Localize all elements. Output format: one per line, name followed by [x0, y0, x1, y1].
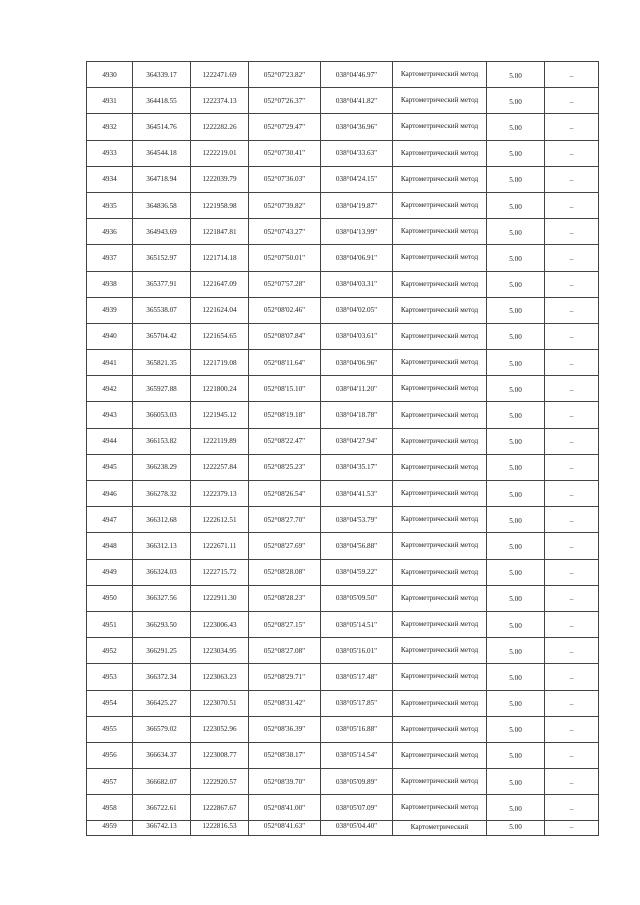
latitude-cell: 052°07'39.82" [249, 192, 321, 218]
accuracy-cell: 5.00 [487, 115, 545, 141]
accuracy-cell: 5.00 [487, 612, 545, 638]
table-row [87, 638, 599, 664]
x-coordinate-cell: 366372.34 [133, 664, 191, 690]
method-cell: Картометрический метод [393, 428, 487, 454]
x-coordinate-cell: 366324.03 [133, 559, 191, 585]
point-number-cell: 4954 [87, 690, 133, 716]
latitude-cell: 052°08'27.15" [249, 611, 321, 637]
method-cell: Картометрический метод [393, 245, 487, 271]
table-row [87, 62, 599, 88]
accuracy-cell: 5.00 [487, 455, 545, 481]
method-cell: Картометрический метод [393, 533, 487, 559]
longitude-cell: 038°04'03.31" [321, 271, 393, 297]
latitude-cell: 052°07'50.01" [249, 245, 321, 271]
longitude-cell: 038°04'27.94" [321, 428, 393, 454]
note-cell: – [545, 193, 599, 219]
accuracy-cell: 5.00 [487, 717, 545, 743]
longitude-cell: 038°04'24.15" [321, 166, 393, 192]
method-cell: Картометрический метод [393, 271, 487, 297]
point-number-cell: 4959 [87, 821, 133, 836]
longitude-cell: 038°05'16.88" [321, 716, 393, 742]
point-number-cell: 4953 [87, 664, 133, 690]
longitude-cell: 038°05'17.48" [321, 664, 393, 690]
x-coordinate-cell: 366634.37 [133, 742, 191, 768]
table-row [87, 192, 599, 218]
note-cell: – [545, 89, 599, 115]
note-cell: – [545, 586, 599, 612]
point-number-cell: 4943 [87, 402, 133, 428]
latitude-cell: 052°08'07.84" [249, 323, 321, 349]
note-cell: – [545, 508, 599, 534]
table-row [87, 271, 599, 297]
y-coordinate-cell: 1222612.51 [191, 507, 249, 533]
y-coordinate-cell: 1223070.51 [191, 690, 249, 716]
note-cell: – [545, 482, 599, 508]
x-coordinate-cell: 366742.13 [133, 821, 191, 836]
longitude-cell: 038°04'06.91" [321, 245, 393, 271]
longitude-cell: 038°04'56.88" [321, 533, 393, 559]
accuracy-cell: 5.00 [487, 167, 545, 193]
y-coordinate-cell: 1222219.01 [191, 140, 249, 166]
point-number-cell: 4934 [87, 166, 133, 192]
y-coordinate-cell: 1222282.26 [191, 114, 249, 140]
point-number-cell: 4948 [87, 533, 133, 559]
latitude-cell: 052°07'36.03" [249, 166, 321, 192]
table-row [87, 559, 599, 585]
longitude-cell: 038°05'14.54" [321, 742, 393, 768]
note-cell: – [545, 455, 599, 481]
y-coordinate-cell: 1222867.67 [191, 795, 249, 821]
table-row [87, 507, 599, 533]
table-row [87, 323, 599, 349]
coordinates-table [86, 61, 599, 836]
longitude-cell: 038°05'04.40" [321, 821, 393, 836]
method-cell: Картометрический метод [393, 62, 487, 88]
latitude-cell: 052°07'29.47" [249, 114, 321, 140]
point-number-cell: 4933 [87, 140, 133, 166]
y-coordinate-cell: 1222920.57 [191, 769, 249, 795]
accuracy-cell: 5.00 [487, 141, 545, 167]
note-cell: – [545, 220, 599, 246]
latitude-cell: 052°08'41.63" [249, 821, 321, 836]
method-cell: Картометрический метод [393, 559, 487, 585]
x-coordinate-cell: 364943.69 [133, 219, 191, 245]
latitude-cell: 052°08'25.23" [249, 454, 321, 480]
x-coordinate-cell: 366425.27 [133, 690, 191, 716]
table-row [87, 166, 599, 192]
y-coordinate-cell: 1221719.08 [191, 350, 249, 376]
longitude-cell: 038°04'06.96" [321, 350, 393, 376]
point-number-cell: 4955 [87, 716, 133, 742]
note-cell: – [545, 796, 599, 822]
note-cell: – [545, 167, 599, 193]
longitude-cell: 038°04'46.97" [321, 62, 393, 88]
accuracy-cell: 5.00 [487, 403, 545, 429]
note-cell: – [545, 403, 599, 429]
y-coordinate-cell: 1221624.04 [191, 297, 249, 323]
y-coordinate-cell: 1223052.96 [191, 716, 249, 742]
accuracy-cell: 5.00 [487, 743, 545, 769]
longitude-cell: 038°04'59.22" [321, 559, 393, 585]
accuracy-cell: 5.00 [487, 272, 545, 298]
point-number-cell: 4945 [87, 454, 133, 480]
y-coordinate-cell: 1221847.81 [191, 219, 249, 245]
longitude-cell: 038°04'53.79" [321, 507, 393, 533]
table-row [87, 219, 599, 245]
point-number-cell: 4958 [87, 795, 133, 821]
latitude-cell: 052°08'27.69" [249, 533, 321, 559]
x-coordinate-cell: 366153.82 [133, 428, 191, 454]
latitude-cell: 052°08'28.08" [249, 559, 321, 585]
accuracy-cell: 5.00 [487, 639, 545, 665]
note-cell: – [545, 63, 599, 89]
longitude-cell: 038°04'13.99" [321, 219, 393, 245]
y-coordinate-cell: 1222715.72 [191, 559, 249, 585]
y-coordinate-cell: 1223063.23 [191, 664, 249, 690]
table-row [87, 821, 599, 836]
method-cell: Картометрический метод [393, 454, 487, 480]
y-coordinate-cell: 1221958.98 [191, 192, 249, 218]
accuracy-cell: 5.00 [487, 796, 545, 822]
x-coordinate-cell: 364836.58 [133, 192, 191, 218]
table-row [87, 376, 599, 402]
latitude-cell: 052°08'19.18" [249, 402, 321, 428]
y-coordinate-cell: 1223008.77 [191, 742, 249, 768]
latitude-cell: 052°08'31.42" [249, 690, 321, 716]
method-cell: Картометрический метод [393, 166, 487, 192]
accuracy-cell: 5.00 [487, 665, 545, 691]
point-number-cell: 4932 [87, 114, 133, 140]
accuracy-cell: 5.00 [487, 220, 545, 246]
longitude-cell: 038°05'09.89" [321, 769, 393, 795]
table-row [87, 245, 599, 271]
x-coordinate-cell: 365538.07 [133, 297, 191, 323]
longitude-cell: 038°04'03.61" [321, 323, 393, 349]
y-coordinate-cell: 1222671.11 [191, 533, 249, 559]
table-row [87, 140, 599, 166]
accuracy-cell: 5.00 [487, 89, 545, 115]
note-cell: – [545, 770, 599, 796]
x-coordinate-cell: 366291.25 [133, 638, 191, 664]
method-cell: Картометрический метод [393, 638, 487, 664]
method-cell: Картометрический метод [393, 402, 487, 428]
x-coordinate-cell: 364418.55 [133, 88, 191, 114]
y-coordinate-cell: 1223006.43 [191, 611, 249, 637]
table-row [87, 585, 599, 611]
note-cell: – [545, 717, 599, 743]
latitude-cell: 052°07'30.41" [249, 140, 321, 166]
method-cell: Картометрический метод [393, 664, 487, 690]
table-row [87, 88, 599, 114]
note-cell: – [545, 743, 599, 769]
accuracy-cell: 5.00 [487, 351, 545, 377]
method-cell: Картометрический метод [393, 192, 487, 218]
longitude-cell: 038°04'35.17" [321, 454, 393, 480]
latitude-cell: 052°08'36.39" [249, 716, 321, 742]
method-cell: Картометрический метод [393, 350, 487, 376]
accuracy-cell: 5.00 [487, 482, 545, 508]
x-coordinate-cell: 365704.42 [133, 323, 191, 349]
method-cell: Картометрический [393, 821, 487, 836]
point-number-cell: 4931 [87, 88, 133, 114]
y-coordinate-cell: 1222379.13 [191, 481, 249, 507]
accuracy-cell: 5.00 [487, 691, 545, 717]
latitude-cell: 052°08'38.17" [249, 742, 321, 768]
y-coordinate-cell: 1223034.95 [191, 638, 249, 664]
point-number-cell: 4951 [87, 611, 133, 637]
note-cell: – [545, 429, 599, 455]
accuracy-cell: 5.00 [487, 377, 545, 403]
longitude-cell: 038°05'09.50" [321, 585, 393, 611]
point-number-cell: 4956 [87, 742, 133, 768]
x-coordinate-cell: 366327.56 [133, 585, 191, 611]
latitude-cell: 052°08'02.46" [249, 297, 321, 323]
note-cell: – [545, 665, 599, 691]
point-number-cell: 4937 [87, 245, 133, 271]
latitude-cell: 052°08'11.64" [249, 350, 321, 376]
latitude-cell: 052°07'57.28" [249, 271, 321, 297]
note-cell: – [545, 377, 599, 403]
table-row [87, 350, 599, 376]
table-row [87, 795, 599, 821]
point-number-cell: 4950 [87, 585, 133, 611]
table-row [87, 611, 599, 637]
longitude-cell: 038°04'36.96" [321, 114, 393, 140]
table-body [87, 62, 599, 836]
longitude-cell: 038°05'17.85" [321, 690, 393, 716]
latitude-cell: 052°08'28.23" [249, 585, 321, 611]
latitude-cell: 052°07'23.82" [249, 62, 321, 88]
longitude-cell: 038°04'18.78" [321, 402, 393, 428]
accuracy-cell: 5.00 [487, 246, 545, 272]
table-row [87, 716, 599, 742]
point-number-cell: 4949 [87, 559, 133, 585]
x-coordinate-cell: 366722.61 [133, 795, 191, 821]
method-cell: Картометрический метод [393, 795, 487, 821]
latitude-cell: 052°08'27.08" [249, 638, 321, 664]
x-coordinate-cell: 364718.94 [133, 166, 191, 192]
y-coordinate-cell: 1222816.53 [191, 821, 249, 836]
y-coordinate-cell: 1222374.13 [191, 88, 249, 114]
point-number-cell: 4947 [87, 507, 133, 533]
method-cell: Картометрический метод [393, 140, 487, 166]
table-row [87, 664, 599, 690]
point-number-cell: 4946 [87, 481, 133, 507]
longitude-cell: 038°04'41.53" [321, 481, 393, 507]
method-cell: Картометрический метод [393, 585, 487, 611]
accuracy-cell: 5.00 [487, 586, 545, 612]
method-cell: Картометрический метод [393, 742, 487, 768]
longitude-cell: 038°05'14.51" [321, 611, 393, 637]
y-coordinate-cell: 1221945.12 [191, 402, 249, 428]
table-row [87, 481, 599, 507]
accuracy-cell: 5.00 [487, 63, 545, 89]
x-coordinate-cell: 364514.76 [133, 114, 191, 140]
note-cell: – [545, 560, 599, 586]
note-cell: – [545, 298, 599, 324]
point-number-cell: 4935 [87, 192, 133, 218]
point-number-cell: 4941 [87, 350, 133, 376]
table-row [87, 114, 599, 140]
method-cell: Картометрический метод [393, 716, 487, 742]
point-number-cell: 4944 [87, 428, 133, 454]
point-number-cell: 4930 [87, 62, 133, 88]
accuracy-cell: 5.00 [487, 508, 545, 534]
y-coordinate-cell: 1222119.89 [191, 428, 249, 454]
method-cell: Картометрический метод [393, 376, 487, 402]
longitude-cell: 038°04'33.63" [321, 140, 393, 166]
longitude-cell: 038°05'07.09" [321, 795, 393, 821]
x-coordinate-cell: 365821.35 [133, 350, 191, 376]
longitude-cell: 038°04'02.05" [321, 297, 393, 323]
x-coordinate-cell: 365927.88 [133, 376, 191, 402]
latitude-cell: 052°08'22.47" [249, 428, 321, 454]
accuracy-cell: 5.00 [487, 324, 545, 350]
point-number-cell: 4942 [87, 376, 133, 402]
point-number-cell: 4957 [87, 769, 133, 795]
note-cell: – [545, 612, 599, 638]
y-coordinate-cell: 1222471.69 [191, 62, 249, 88]
note-cell: – [545, 324, 599, 350]
x-coordinate-cell: 366682.07 [133, 769, 191, 795]
y-coordinate-cell: 1222039.79 [191, 166, 249, 192]
method-cell: Картометрический метод [393, 219, 487, 245]
point-number-cell: 4936 [87, 219, 133, 245]
accuracy-cell: 5.00 [487, 193, 545, 219]
x-coordinate-cell: 366238.29 [133, 454, 191, 480]
method-cell: Картометрический метод [393, 507, 487, 533]
table-row [87, 742, 599, 768]
x-coordinate-cell: 365377.91 [133, 271, 191, 297]
y-coordinate-cell: 1222911.30 [191, 585, 249, 611]
note-cell: – [545, 639, 599, 665]
method-cell: Картометрический метод [393, 297, 487, 323]
point-number-cell: 4940 [87, 323, 133, 349]
table-row [87, 428, 599, 454]
longitude-cell: 038°04'19.87" [321, 192, 393, 218]
method-cell: Картометрический метод [393, 769, 487, 795]
y-coordinate-cell: 1222257.84 [191, 454, 249, 480]
note-cell: – [545, 534, 599, 560]
table-row [87, 690, 599, 716]
note-cell: – [545, 246, 599, 272]
x-coordinate-cell: 364339.17 [133, 62, 191, 88]
y-coordinate-cell: 1221714.18 [191, 245, 249, 271]
table-row [87, 402, 599, 428]
y-coordinate-cell: 1221654.65 [191, 323, 249, 349]
accuracy-cell: 5.00 [487, 298, 545, 324]
method-cell: Картометрический метод [393, 611, 487, 637]
x-coordinate-cell: 365152.97 [133, 245, 191, 271]
accuracy-cell: 5.00 [487, 534, 545, 560]
accuracy-cell: 5.00 [487, 429, 545, 455]
latitude-cell: 052°08'41.00" [249, 795, 321, 821]
note-cell: – [545, 351, 599, 377]
method-cell: Картометрический метод [393, 88, 487, 114]
method-cell: Картометрический метод [393, 323, 487, 349]
latitude-cell: 052°07'26.37" [249, 88, 321, 114]
latitude-cell: 052°08'15.10" [249, 376, 321, 402]
note-cell: – [545, 115, 599, 141]
accuracy-cell: 5.00 [487, 560, 545, 586]
method-cell: Картометрический метод [393, 114, 487, 140]
table-row [87, 533, 599, 559]
longitude-cell: 038°04'41.82" [321, 88, 393, 114]
x-coordinate-cell: 366312.13 [133, 533, 191, 559]
longitude-cell: 038°05'16.01" [321, 638, 393, 664]
table-row [87, 769, 599, 795]
y-coordinate-cell: 1221800.24 [191, 376, 249, 402]
accuracy-cell: 5.00 [487, 822, 545, 837]
longitude-cell: 038°04'11.20" [321, 376, 393, 402]
latitude-cell: 052°07'43.27" [249, 219, 321, 245]
point-number-cell: 4952 [87, 638, 133, 664]
x-coordinate-cell: 364544.18 [133, 140, 191, 166]
table-row [87, 297, 599, 323]
accuracy-cell: 5.00 [487, 770, 545, 796]
latitude-cell: 052°08'27.70" [249, 507, 321, 533]
method-cell: Картометрический метод [393, 481, 487, 507]
x-coordinate-cell: 366579.02 [133, 716, 191, 742]
note-cell: – [545, 141, 599, 167]
note-cell: – [545, 272, 599, 298]
note-cell: – [545, 691, 599, 717]
latitude-cell: 052°08'29.71" [249, 664, 321, 690]
point-number-cell: 4938 [87, 271, 133, 297]
method-cell: Картометрический метод [393, 690, 487, 716]
y-coordinate-cell: 1221647.09 [191, 271, 249, 297]
latitude-cell: 052°08'39.70" [249, 769, 321, 795]
x-coordinate-cell: 366278.32 [133, 481, 191, 507]
x-coordinate-cell: 366312.68 [133, 507, 191, 533]
point-number-cell: 4939 [87, 297, 133, 323]
x-coordinate-cell: 366053.03 [133, 402, 191, 428]
x-coordinate-cell: 366293.50 [133, 611, 191, 637]
latitude-cell: 052°08'26.54" [249, 481, 321, 507]
table-row [87, 454, 599, 480]
note-cell: – [545, 822, 599, 837]
